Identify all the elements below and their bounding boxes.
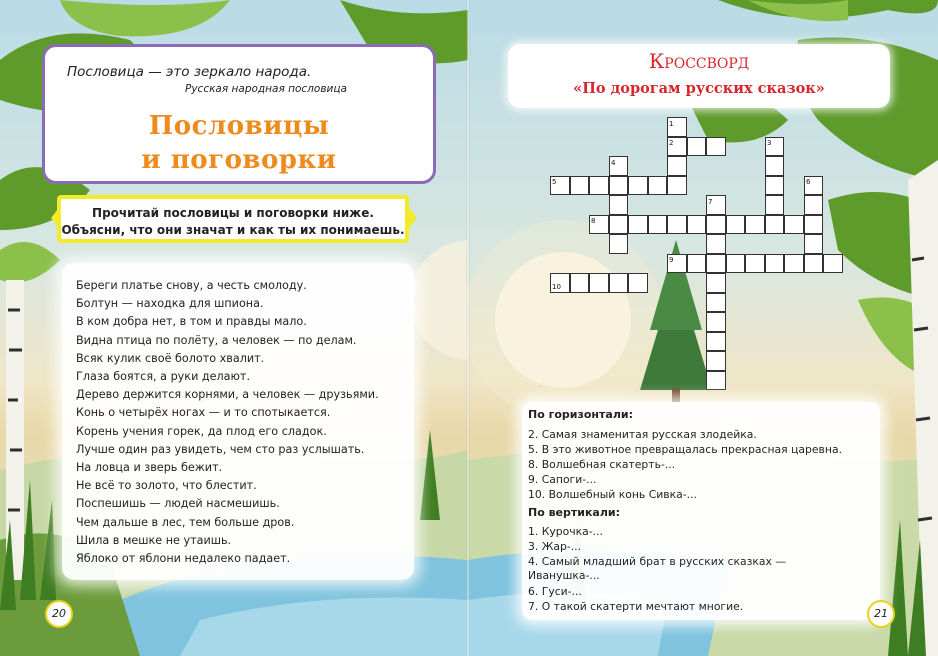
- crossword-cell[interactable]: [687, 137, 707, 157]
- instruction-banner: [57, 195, 409, 243]
- list-item: Береги платье снову, а честь смолоду.: [76, 279, 307, 292]
- crossword-number: 1: [669, 120, 674, 128]
- crossword-title: Кроссворд: [648, 49, 750, 73]
- crossword-cell[interactable]: [667, 176, 687, 196]
- crossword-title-card: [508, 44, 890, 108]
- crossword-cell[interactable]: [609, 273, 629, 293]
- crossword-cell[interactable]: [570, 273, 590, 293]
- crossword-cell[interactable]: [589, 176, 609, 196]
- crossword-cell[interactable]: [706, 293, 726, 313]
- crossword-number: 9: [669, 256, 674, 264]
- crossword-cell[interactable]: [726, 215, 746, 235]
- crossword-number: 8: [591, 217, 596, 225]
- clue-down: Иванушка-...: [528, 569, 600, 582]
- left-page: [0, 0, 468, 656]
- clue-across: 8. Волшебная скатерть-...: [528, 458, 676, 471]
- crossword-cell[interactable]: [804, 195, 824, 215]
- list-item: Яблоко от яблони недалеко падает.: [76, 552, 291, 566]
- crossword-cell[interactable]: [609, 176, 629, 196]
- proverbs-list: [62, 263, 414, 568]
- page-number-left: 20: [45, 600, 73, 628]
- crossword-cell[interactable]: [687, 215, 707, 235]
- page-title-line2: и поговорки: [141, 145, 337, 175]
- crossword-number: 5: [552, 178, 557, 186]
- epigraph-source: Русская народная пословица: [185, 83, 347, 95]
- list-item: Болтун — находка для шпиона.: [76, 297, 264, 311]
- crossword-cell[interactable]: [667, 215, 687, 235]
- crossword-cell[interactable]: [570, 176, 590, 196]
- crossword-cell[interactable]: [687, 254, 707, 274]
- instruction-line2: Объясни, что они значат и как ты их понимаешь.: [61, 223, 405, 237]
- crossword-cell[interactable]: [648, 176, 668, 196]
- instruction-line1: Прочитай пословицы и поговорки ниже.: [92, 206, 374, 220]
- crossword-cell[interactable]: [765, 195, 785, 215]
- clue-down: 6. Гуси-...: [528, 585, 582, 598]
- crossword-cell[interactable]: [706, 215, 726, 235]
- crossword-cell[interactable]: [706, 312, 726, 332]
- list-item: В ком добра нет, в том и правды мало.: [76, 315, 307, 329]
- crossword-cell[interactable]: [648, 215, 668, 235]
- clue-across: 10. Волшебный конь Сивка-...: [528, 488, 697, 501]
- list-item: Лучше один раз увидеть, чем сто раз услышать.: [76, 442, 365, 456]
- crossword-cell[interactable]: [609, 234, 629, 254]
- epigraph: Пословица — это зеркало народа.: [67, 64, 312, 80]
- crossword-cell[interactable]: [823, 254, 843, 274]
- across-heading: По горизонтали:: [528, 408, 633, 421]
- crossword-cell[interactable]: [706, 273, 726, 293]
- list-item: Корень учения горек, да плод его сладок.: [76, 424, 327, 438]
- crossword-cell[interactable]: [745, 215, 765, 235]
- crossword-number: 3: [767, 139, 772, 147]
- crossword-cell[interactable]: [706, 137, 726, 157]
- title-card: [42, 44, 436, 184]
- crossword-cell[interactable]: [765, 156, 785, 176]
- crossword-cell[interactable]: [804, 215, 824, 235]
- crossword-cell[interactable]: [609, 195, 629, 215]
- crossword-cell[interactable]: [628, 176, 648, 196]
- page-title-line1: Пословицы: [148, 111, 330, 141]
- clues-panel: [522, 402, 880, 620]
- crossword-cell[interactable]: [804, 234, 824, 254]
- crossword-number: 10: [552, 283, 561, 291]
- crossword-cell[interactable]: [706, 351, 726, 371]
- crossword-cell[interactable]: [628, 273, 648, 293]
- crossword-cell[interactable]: [706, 332, 726, 352]
- list-item: Видна птица по полёту, а человек — по делам.: [76, 333, 357, 347]
- book-gutter: [466, 0, 470, 656]
- crossword-cell[interactable]: [804, 254, 824, 274]
- crossword-cell[interactable]: [765, 215, 785, 235]
- list-item: Конь о четырёх ногах — и то спотыкается.: [76, 406, 331, 420]
- crossword-subtitle: «По дорогам русских сказок»: [573, 80, 825, 97]
- proverbs-panel: [62, 263, 414, 580]
- crossword-cell[interactable]: [784, 215, 804, 235]
- crossword-cell[interactable]: [589, 273, 609, 293]
- clue-across: 2. Самая знаменитая русская злодейка.: [528, 428, 757, 441]
- list-item: Глаза боятся, а руки делают.: [76, 370, 251, 384]
- page-number-right: 21: [867, 600, 895, 628]
- crossword-cell[interactable]: [726, 254, 746, 274]
- crossword-cell[interactable]: [745, 254, 765, 274]
- crossword-cell[interactable]: [706, 254, 726, 274]
- crossword-cell[interactable]: [765, 176, 785, 196]
- list-item: Всяк кулик своё болото хвалит.: [76, 351, 265, 365]
- crossword-cell[interactable]: [784, 254, 804, 274]
- crossword-cell[interactable]: [609, 215, 629, 235]
- crossword-cell[interactable]: [765, 254, 785, 274]
- list-item: Чем дальше в лес, тем больше дров.: [76, 515, 295, 529]
- clue-down: 1. Курочка-...: [528, 525, 603, 538]
- crossword-number: 4: [611, 159, 616, 167]
- clue-across: 5. В это животное превращалась прекрасная царевна.: [528, 443, 843, 456]
- crossword-number: 7: [708, 198, 713, 206]
- clue-across: 9. Сапоги-...: [528, 473, 597, 486]
- list-item: Не всё то золото, что блестит.: [76, 479, 257, 493]
- right-page: [468, 0, 938, 656]
- crossword-number: 2: [669, 139, 674, 147]
- down-heading: По вертикали:: [528, 506, 621, 519]
- list-item: На ловца и зверь бежит.: [76, 461, 223, 475]
- clue-down: 4. Самый младший брат в русских сказках —: [528, 555, 787, 568]
- crossword-number: 6: [806, 178, 811, 186]
- crossword-cell[interactable]: [706, 371, 726, 391]
- clue-down: 3. Жар-...: [528, 540, 582, 553]
- crossword-cell[interactable]: [706, 234, 726, 254]
- crossword-cell[interactable]: [628, 215, 648, 235]
- crossword-cell[interactable]: [667, 156, 687, 176]
- page-title: [45, 109, 433, 177]
- list-item: Шила в мешке не утаишь.: [76, 533, 232, 547]
- list-item: Дерево держится корнями, а человек — друзьями.: [76, 388, 379, 402]
- list-item: Поспешишь — людей насмешишь.: [76, 497, 280, 511]
- clue-down: 7. О такой скатерти мечтают многие.: [528, 600, 744, 613]
